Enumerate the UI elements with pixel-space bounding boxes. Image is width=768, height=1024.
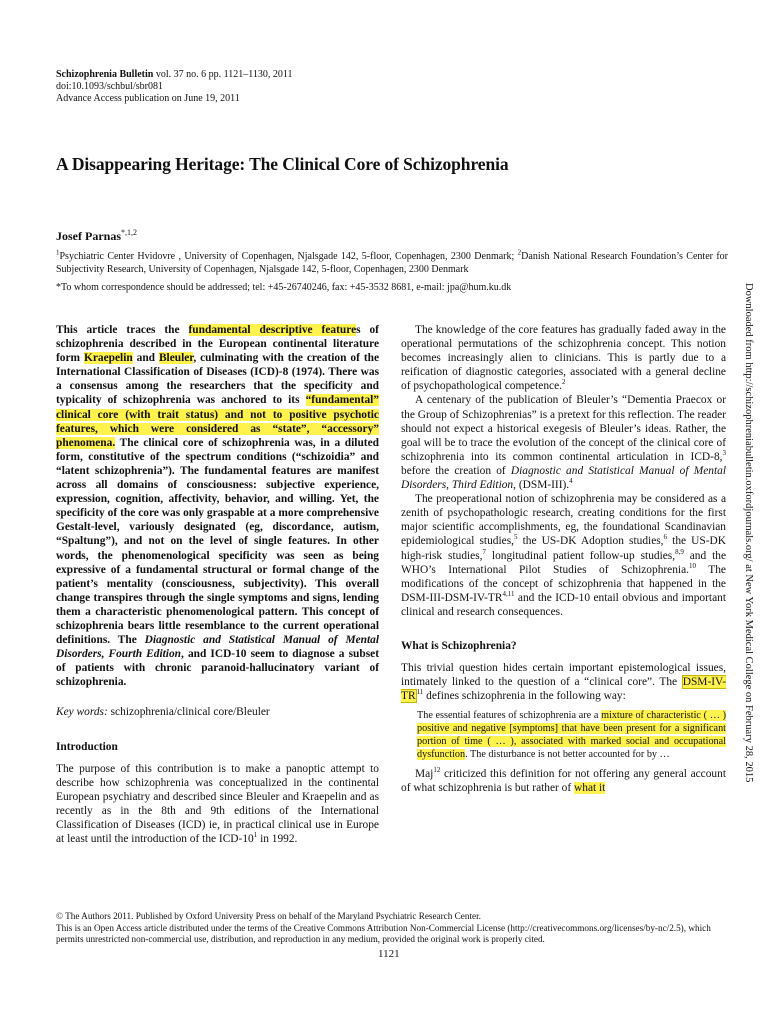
keywords-text: schizophrenia/clinical core/Bleuler — [107, 706, 270, 719]
journal-citation: vol. 37 no. 6 pp. 1121–1130, 2011 — [153, 69, 293, 80]
affil-text-2: Danish National Research Foundation’s Center for Subjectivity Research, University of Copenhagen, Njalsgade 142, 5-floor, Copenhagen, 2300 Denmark — [56, 251, 729, 275]
body-paragraph — [401, 767, 726, 795]
journal-name: Schizophrenia Bulletin — [56, 69, 154, 80]
highlight-annotation[interactable]: Kraepelin — [83, 352, 133, 365]
body-text: defines schizophrenia in the following way: — [423, 690, 626, 703]
block-quote — [417, 709, 726, 761]
abstract-text: s of schizophrenia described in the European continental literature form — [56, 324, 379, 365]
body-italic: Diagnostic and Statistical Manual of Mental Disorders, Third Edition — [401, 464, 726, 492]
citation-ref[interactable]: 5 — [513, 533, 518, 542]
download-watermark-text: Downloaded from http://schizophreniabulletin.oxfordjournals.org/ at New York Medical College on February 28, 2015 — [743, 283, 754, 783]
body-paragraph — [401, 492, 726, 619]
highlight-annotation[interactable]: mixture of characteristic ( … ) positive and negative [symptoms] that have been present for a significant portion of time ( … ), associated with marked social and occupational dysfunction — [417, 710, 726, 761]
section-heading-introduction: Introduction — [56, 740, 118, 753]
keywords — [56, 705, 379, 719]
article-title: A Disappearing Heritage: The Clinical Core of Schizophrenia — [56, 154, 509, 174]
quote-text: The essential features of schizophrenia are a — [417, 710, 602, 722]
citation-ref[interactable]: 10 — [689, 561, 696, 570]
citation-ref[interactable]: 1 — [253, 831, 258, 840]
citation-ref[interactable]: 12 — [433, 766, 441, 775]
body-text: and the ICD-10 entail obvious and important clinical and research consequences. — [401, 591, 726, 618]
affiliations — [56, 250, 728, 276]
author-name: Josef Parnas — [56, 229, 121, 243]
citation-ref[interactable]: 2 — [562, 378, 566, 387]
page-number: 1121 — [378, 948, 400, 960]
body-text: and the WHO’s International Pilot Studies of Schizophrenia. — [401, 549, 727, 576]
doi-line[interactable]: doi:10.1093/schbul/sbr081 — [56, 81, 163, 92]
abstract-text: , culminating with the creation of the International Classification of Diseases (ICD)-8 (1974). There was a consensus among the researchers that the specificity and typicality of schizophrenia was anchored to its — [56, 352, 379, 407]
highlight-annotation[interactable]: DSM-IV-TR — [401, 676, 726, 703]
body-text: before the creation of — [401, 464, 511, 477]
abstract-text: The clinical core of schizophrenia was, in a diluted form, constitutive of the spectrum conditions (“schizoidia” and “latent schizophrenia”). The fundamental features are manifest across all domains of consciousness: subjective experience, expression, cognition, affectivity, behavior, and willing. Yet, the specificity of the core was only graspable at a more comprehensive Gestalt-level, variously designated (eg, discordance, autism, “Spaltung”), and not on the level of single features. In other words, the phenomenological specificity was seen as being expressive of a fundamental structural or formal change of the patient’s mentality (consciousness, subjectivity). This overall change transpires through the single symptoms and signs, lending them a characteristic phenomenological pattern. This concept of schizophrenia bears little resemblance to the current operational definitions. The — [56, 436, 379, 647]
highlight-annotation[interactable]: “fundamental” clinical core (with trait status) and not to positive psychotic features, which were considered as “state”, “accessory” phenomena. — [56, 394, 379, 449]
highlight-annotation[interactable]: what it — [574, 782, 606, 795]
body-text: Maj — [415, 768, 434, 781]
quote-text: . The disturbance is not better accounted for by … — [465, 749, 670, 761]
keywords-label: Key words: — [56, 706, 108, 719]
intro-text: in 1992. — [257, 833, 298, 846]
body-paragraph — [401, 661, 726, 703]
citation-ref[interactable]: 11 — [416, 688, 424, 697]
citation-ref[interactable]: 4 — [569, 477, 573, 486]
intro-text: The purpose of this contribution is to make a panoptic attempt to describe how schizophrenia was conceptualized in the continental European psychiatry and described since Bleuler and Kraepelin and as recently as in the 8th and 9th editions of the International Classification of Diseases (ICD) ie, in practical clinical use in Europe at least until the introduction of the ICD-10 — [56, 762, 379, 846]
advance-access-line: Advance Access publication on June 19, 2011 — [56, 93, 240, 104]
citation-ref[interactable]: 4,11 — [502, 589, 515, 598]
body-text: The modifications of the concept of schizophrenia that happened in the DSM-III-DSM-IV-TR — [401, 563, 726, 604]
right-column — [401, 323, 726, 796]
affil-text-1: Psychiatric Center Hvidovre , University of Copenhagen, Njalsgade 142, 5-floor, Copenhagen, 2300 Denmark; — [59, 251, 518, 262]
body-text: the US-DK Adoption studies, — [517, 535, 664, 548]
correspondence-line: *To whom correspondence should be addressed; tel: +45-26740246, fax: +45-3532 8681, e-mail: jpa@hum.ku.dk — [56, 282, 512, 293]
abstract-italic: Diagnostic and Statistical Manual of Mental Disorders, Fourth Edition — [56, 634, 379, 661]
body-paragraph — [401, 323, 726, 393]
author-line — [56, 229, 137, 244]
body-text: A centenary of the publication of Bleuler’s “Dementia Praecox or the Group of Schizophrenias” is a pretext for this reflection. The reader should not expect a historical exegesis of Bleuler’s ideas. Rather, the goal will be to trace the evolution of the concept of the clinical core of schizophrenia into its common continental articulation in ICD-8, — [401, 394, 726, 463]
body-text: longitudinal patient follow-up studies, — [486, 549, 676, 562]
abstract-text: This article traces the — [56, 324, 189, 336]
intro-paragraph — [56, 762, 379, 847]
left-column — [56, 323, 379, 846]
body-text: The knowledge of the core features has gradually faded away in the operational permutations of the schizophrenia concept. This notion becomes increasingly alien to clinicians. This is partly due to a reification of diagnostic categories, associated with a general decline of psychopathological competence. — [401, 324, 726, 393]
license-footer — [56, 911, 728, 946]
abstract-text: , and ICD-10 seem to diagnose a subset of patients with chronic paranoid-hallucinatory variant of schizophrenia. — [56, 648, 379, 689]
highlight-annotation[interactable]: Bleuler — [158, 352, 194, 365]
author-affiliation-marks: *,1,2 — [121, 228, 137, 237]
body-text: the US-DK high-risk studies, — [401, 535, 726, 562]
citation-ref[interactable]: 8,9 — [675, 547, 684, 556]
citation-ref[interactable]: 6 — [663, 533, 668, 542]
affil-mark-1: 1 — [56, 248, 60, 257]
download-watermark — [741, 283, 755, 783]
affil-mark-2: 2 — [517, 248, 522, 257]
citation-ref[interactable]: 3 — [722, 449, 726, 458]
copyright-line: © The Authors 2011. Published by Oxford University Press on behalf of the Maryland Psychiatric Research Center. — [56, 911, 481, 921]
body-text: This trivial question hides certain important epistemological issues, intimately linked to the question of a “clinical core”. The — [401, 662, 726, 689]
highlight-annotation[interactable]: fundamental descriptive feature — [188, 324, 357, 336]
abstract — [56, 323, 379, 689]
body-paragraph — [401, 393, 726, 492]
body-text: criticized this definition for not offering any general account of what schizophrenia is but rather of — [401, 768, 726, 795]
journal-header — [56, 69, 293, 105]
citation-ref[interactable]: 7 — [482, 547, 487, 556]
section-heading-what-is-schizophrenia: What is Schizophrenia? — [401, 639, 517, 652]
body-text: , (DSM-III). — [513, 479, 570, 492]
body-text: The preoperational notion of schizophrenia may be considered as a zenith of psychopathologic research, creating conditions for the first major scientific accomplishments, eg, the foundational Scandinavian epidemiological studies, — [401, 493, 726, 548]
license-line: This is an Open Access article distributed under the terms of the Creative Commons Attribution Non-Commercial License (http://creativecommons.org/licenses/by-nc/2.5), which permits unrestricted non-commercial use, distribution, and reproduction in any medium, provided the original work is properly cited. — [56, 922, 711, 944]
abstract-text: and — [132, 352, 159, 365]
